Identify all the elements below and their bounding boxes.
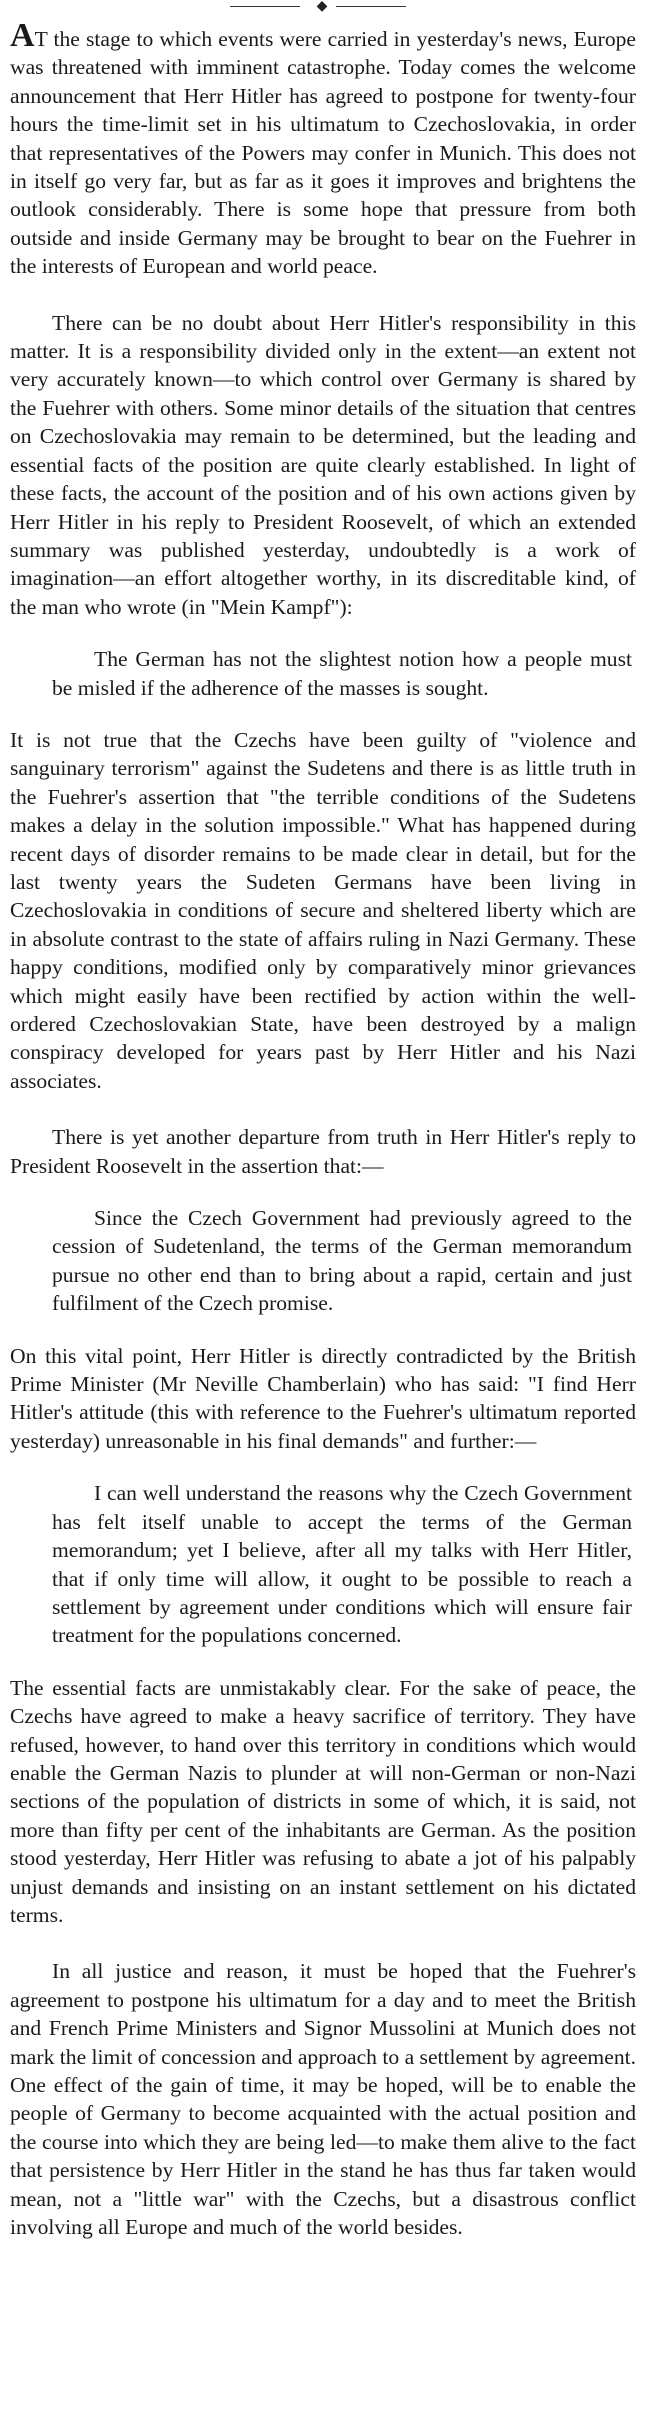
header-ornament [0,0,647,14]
block-quote-mein-kampf [10,645,636,702]
paragraph-3: It is not true that the Czechs have been guilty of "violence and sanguinary terrorism" against the Sudetens and there is as little truth in the Fuehrer's assertion that "the terrible conditions of the Sudetens makes a delay in the solution impossible." What has happened during recent days of disorder remains to be made clear in detail, but for the last twenty years the Sudeten Germans have been living in Czechoslovakia in conditions of secure and sheltered liberty which are in absolute contrast to the state of affairs ruling in Nazi Germany. These happy conditions, modified only by comparatively minor grievances which might easily have been rectified by action within the well-ordered Czechoslovakian State, have been destroyed by a malign conspiracy developed for years past by Herr Hitler and his Nazi associates. [10,727,636,1093]
quote-1-text: The German has not the slightest notion how a people must be misled if the adherence of the masses is sought. [52,647,632,700]
ornament-rule-right [336,6,406,7]
ornament-rule-left [230,6,300,7]
paragraph-5: On this vital point, Herr Hitler is directly contradicted by the British Prime Minister (Mr Neville Chamberlain) who has said: "I find Herr Hitler's attitude (this with reference to the Fuehrer's ultimatum reported yesterday) unreasonable in his final demands" and further:— [10,1343,636,1453]
drop-cap: A [10,17,35,54]
block-quote-hitler-reply [10,1204,636,1318]
paragraph-4: There is yet another departure from truth in Herr Hitler's reply to President Roosevelt in the assertion that:— [10,1125,636,1178]
paragraph-2: There can be no doubt about Herr Hitler's responsibility in this matter. It is a responsibility divided only in the extent—an extent not very accurately known—to which control over Germany is shared by the Fuehrer with others. Some minor details of the situation that centres on Czechoslovakia may remain to be determined, but the leading and essential facts of the position are quite clearly established. In light of these facts, the account of the position and of his own actions given by Herr Hitler in his reply to President Roosevelt, of which an extended summary was published yesterday, undoubtedly is a work of imagination—an effort altogether worthy, in its discreditable kind, of the man who wrote (in "Mein Kampf"): [10,310,636,619]
paragraph-7: In all justice and reason, it must be hoped that the Fuehrer's agreement to postpone his ultimatum for a day and to meet the British and French Prime Ministers and Signor Mussolini at Munich does not mark the limit of concession and approach to a settlement by agreement. One effect of the gain of time, it may be hoped, will be to enable the people of Germany to become acquainted with the actual position and the course into which they are being led—to make them alive to the fact that persistence by Herr Hitler in the stand he has thus far taken would mean, not a "little war" with the Czechs, but a disastrous conflict involving all Europe and much of the world besides. [10,1959,637,2240]
paragraph-1-text: T the stage to which events were carried in yesterday's news, Europe was threatened with imminent catastrophe. Today comes the welcome announcement that Herr Hitler has agreed to postpone for twenty-four hours the time-limit set in his ultimatum to Czechoslovakia, in order that representatives of the Powers may confer in Munich. This does not in itself go very far, but as far as it goes it improves and brightens the outlook considerably. There is some hope that pressure from both outside and inside Germany may be brought to bear on the Fuehrer in the interests of European and world peace. [10,27,636,279]
quote-3-text: I can well understand the reasons why the Czech Government has felt itself unable to accept the terms of the German memorandum; yet I believe, after all my talks with Herr Hitler, that if only time will allow, it ought to be possible to reach a settlement by agreement under conditions which will ensure fair treatment for the populations concerned. [52,1481,632,1648]
quote-2-text: Since the Czech Government had previously agreed to the cession of Sudetenland, the terms of the German memorandum pursue no other end than to bring about a rapid, certain and just fulfilment of the Czech promise. [52,1206,632,1316]
paragraph-1 [10,17,636,281]
editorial-article [10,17,637,2241]
paragraph-6: The essential facts are unmistakably clear. For the sake of peace, the Czechs have agreed to make a heavy sacrifice of territory. They have refused, however, to hand over this territory in conditions which would enable the German Nazis to plunder at will non-German or non-Nazi sections of the population of districts in some of which, it is said, not more than fifty per cent of the inhabitants are German. As the position stood yesterday, Herr Hitler was refusing to abate a jot of his palpably unjust demands and insisting on an instant settlement on his dictated terms. [10,1675,636,1927]
block-quote-chamberlain [10,1479,636,1649]
diamond-icon: ◆ [316,0,328,14]
